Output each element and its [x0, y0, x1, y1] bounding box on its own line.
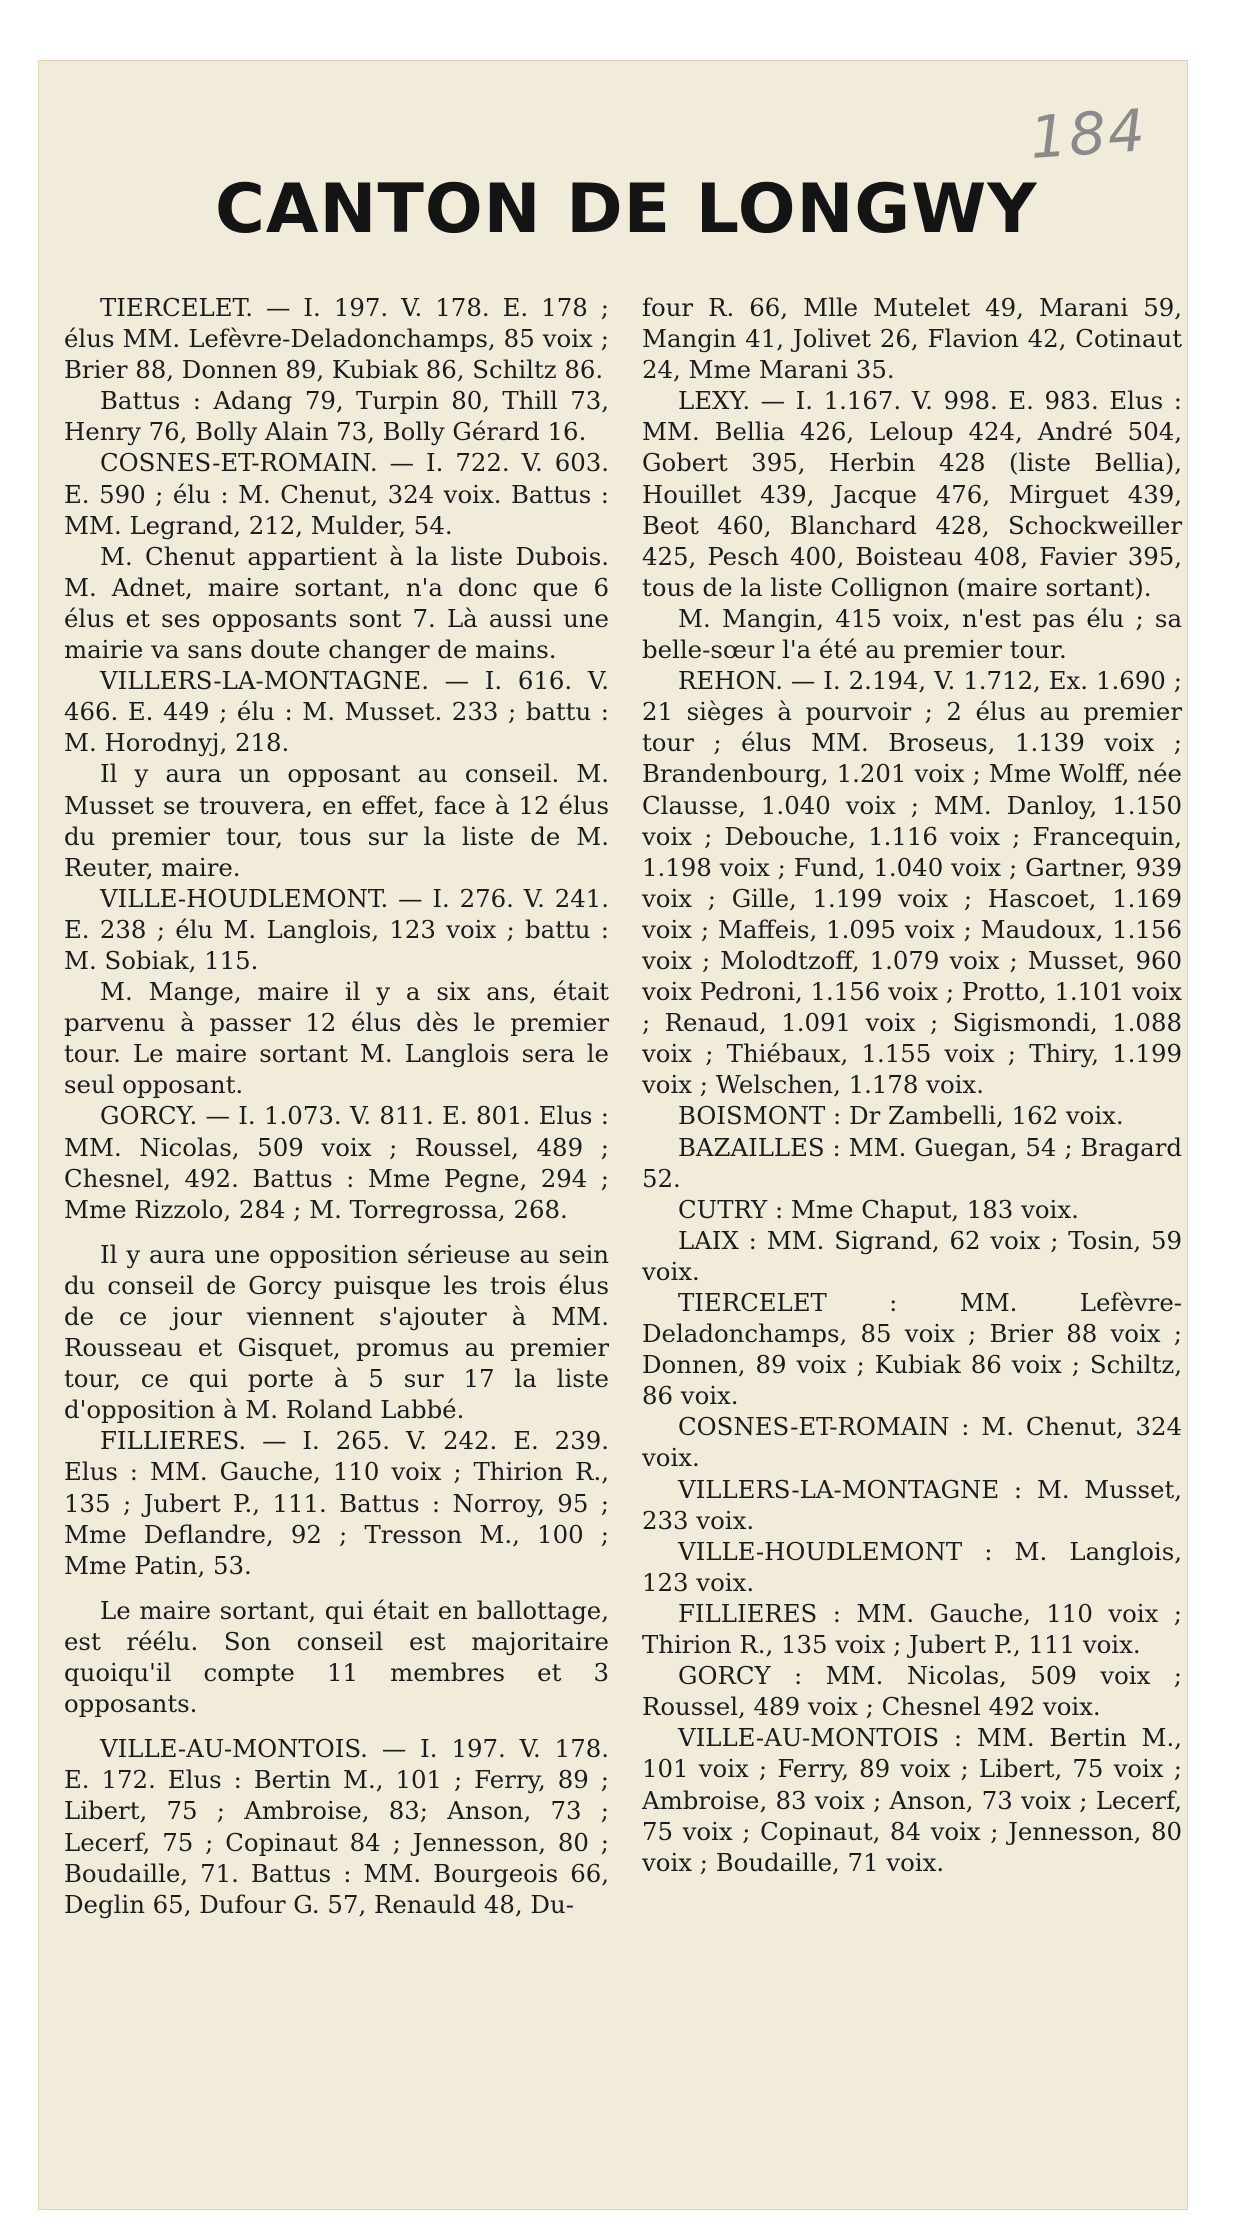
- paragraph-fillieres-comment: Le maire sortant, qui était en ballottage, est réélu. Son conseil est majoritaire quoiqu'il compte 11 membres et 3 opposants.: [64, 1595, 609, 1719]
- paragraph-bazailles: BAZAILLES : MM. Guegan, 54 ; Bragard 52.: [642, 1132, 1182, 1193]
- paragraph-rehon: REHON. — I. 2.194, V. 1.712, Ex. 1.690 ; 21 sièges à pourvoir ; 2 élus au premier tour ; élus MM. Broseus, 1.139 voix ; Brandenbourg, 1.201 voix ; Mme Wolff, née Clausse, 1.040 voix ; MM. Danloy, 1.150 voix ; Debouche, 1.116 voix ; Francequin, 1.198 voix ; Fund, 1.040 voix ; Gartner, 939 voix ; Gille, 1.199 voix ; Hascoet, 1.169 voix ; Maffeis, 1.095 voix ; Maudoux, 1.156 voix ; Molodtzoff, 1.079 voix ; Musset, 960 voix Pedroni, 1.156 voix ; Protto, 1.101 voix ; Renaud, 1.091 voix ; Sigismondi, 1.088 voix ; Thiébaux, 1.155 voix ; Thiry, 1.199 voix ; Welschen, 1.178 voix.: [642, 666, 1182, 1100]
- paragraph-cutry: CUTRY : Mme Chaput, 183 voix.: [678, 1194, 1079, 1224]
- paragraph-villers-la-montagne: VILLERS-LA-MONTAGNE. — I. 616. V. 466. E. 449 ; élu : M. Musset. 233 ; battu : M. Horodnyj, 218.: [64, 666, 609, 758]
- paragraph-fillieres: FILLIERES. — I. 265. V. 242. E. 239. Elus : MM. Gauche, 110 voix ; Thirion R., 135 ; Jubert P., 111. Battus : Norroy, 95 ; Mme Deflandre, 92 ; Tresson M., 100 ; Mme Patin, 53.: [64, 1426, 609, 1580]
- paragraph-lexy-comment: M. Mangin, 415 voix, n'est pas élu ; sa belle-sœur l'a été au premier tour.: [642, 603, 1182, 665]
- paragraph-ville-houdlemont-summary: VILLE-HOUDLEMONT : M. Langlois, 123 voix.: [642, 1536, 1182, 1597]
- paragraph-cosnes-et-romain: COSNES-ET-ROMAIN. — I. 722. V. 603. E. 590 ; élu : M. Chenut, 324 voix. Battus : MM. Legrand, 212, Mulder, 54.: [64, 448, 609, 540]
- paragraph-ville-au-montois: VILLE-AU-MONTOIS. — I. 197. V. 178. E. 172. Elus : Bertin M., 101 ; Ferry, 89 ; Libert, 75 ; Ambroise, 83; Anson, 73 ; Lecerf, 75 ; Copinaut 84 ; Jennesson, 80 ; Boudaille, 71. Battus : MM. Bourgeois 66, Deglin 65, Dufour G. 57, Renauld 48, Du-: [64, 1734, 609, 1919]
- paragraph-fillieres-summary: FILLIERES : MM. Gauche, 110 voix ; Thirion R., 135 voix ; Jubert P., 111 voix.: [642, 1598, 1182, 1660]
- paragraph-villers-comment: Il y aura un opposant au conseil. M. Musset se trouvera, en effet, face à 12 élus du premier tour, tous sur la liste de M. Reuter, maire.: [64, 759, 609, 882]
- left-column: [64, 292, 609, 1920]
- paragraph-lexy: LEXY. — I. 1.167. V. 998. E. 983. Elus : MM. Bellia 426, Leloup 424, André 504, Gobert 395, Herbin 428 (liste Bellia), Houillet 439, Jacque 476, Mirguet 439, Beot 460, Blanchard 428, Schockweiller 425, Pesch 400, Boisteau 408, Favier 395, tous de la liste Collignon (maire sortant).: [642, 386, 1182, 602]
- paragraph-laix: LAIX : MM. Sigrand, 62 voix ; Tosin, 59 voix.: [642, 1225, 1182, 1286]
- paragraph-cosnes-comment: M. Chenut appartient à la liste Dubois. M. Adnet, maire sortant, n'a donc que 6 élus et ses opposants sont 7. Là aussi une mairie va sans doute changer de mains.: [64, 541, 609, 665]
- paragraph-tiercelet-battus: Battus : Adang 79, Turpin 80, Thill 73, Henry 76, Bolly Alain 73, Bolly Gérard 16.: [64, 386, 609, 447]
- paragraph-cosnes-summary: COSNES-ET-ROMAIN : M. Chenut, 324 voix.: [642, 1412, 1182, 1473]
- paragraph-tiercelet: TIERCELET. — I. 197. V. 178. E. 178 ; élus MM. Lefèvre-Deladonchamps, 85 voix ; Brier 88, Donnen 89, Kubiak 86, Schiltz 86.: [64, 293, 609, 385]
- paragraph-villers-summary: VILLERS-LA-MONTAGNE : M. Musset, 233 voix.: [642, 1474, 1182, 1535]
- paragraph-tiercelet-summary: TIERCELET : MM. Lefèvre-Deladonchamps, 85 voix ; Brier 88 voix ; Donnen, 89 voix ; Kubiak 86 voix ; Schiltz, 86 voix.: [642, 1288, 1182, 1411]
- paragraph-ville-au-montois-summary: VILLE-AU-MONTOIS : MM. Bertin M., 101 voix ; Ferry, 89 voix ; Libert, 75 voix ; Ambroise, 83 voix ; Anson, 73 voix ; Lecerf, 75 voix ; Copinaut, 84 voix ; Jennesson, 80 voix ; Boudaille, 71 voix.: [642, 1723, 1182, 1877]
- paragraph-gorcy: GORCY. — I. 1.073. V. 811. E. 801. Elus : MM. Nicolas, 509 voix ; Roussel, 489 ; Chesnel, 492. Battus : Mme Pegne, 294 ; Mme Rizzolo, 284 ; M. Torregrossa, 268.: [64, 1101, 609, 1224]
- handwritten-page-number: 184: [1027, 96, 1149, 172]
- article-title: CANTON DE LONGWY: [215, 170, 1038, 249]
- right-column: [642, 292, 1182, 1878]
- paragraph-gorcy-summary: GORCY : MM. Nicolas, 509 voix ; Roussel, 489 voix ; Chesnel 492 voix.: [642, 1661, 1182, 1722]
- paragraph-boismont: BOISMONT : Dr Zambelli, 162 voix.: [678, 1101, 1124, 1131]
- paragraph-ville-houdlemont-comment: M. Mange, maire il y a six ans, était parvenu à passer 12 élus dès le premier tour. Le maire sortant M. Langlois sera le seul opposant.: [64, 977, 609, 1100]
- paragraph-ville-houdlemont: VILLE-HOUDLEMONT. — I. 276. V. 241. E. 238 ; élu M. Langlois, 123 voix ; battu : M. Sobiak, 115.: [64, 883, 609, 975]
- paragraph-gorcy-comment: Il y aura une opposition sérieuse au sein du conseil de Gorcy puisque les trois élus de ce jour viennent s'ajouter à MM. Rousseau et Gisquet, promus au premier tour, ce qui porte à 5 sur 17 la liste d'opposition à M. Roland Labbé.: [64, 1239, 609, 1425]
- paragraph-ville-au-montois-cont: four R. 66, Mlle Mutelet 49, Marani 59, Mangin 41, Jolivet 26, Flavion 42, Cotinaut 24, Mme Marani 35.: [642, 293, 1182, 385]
